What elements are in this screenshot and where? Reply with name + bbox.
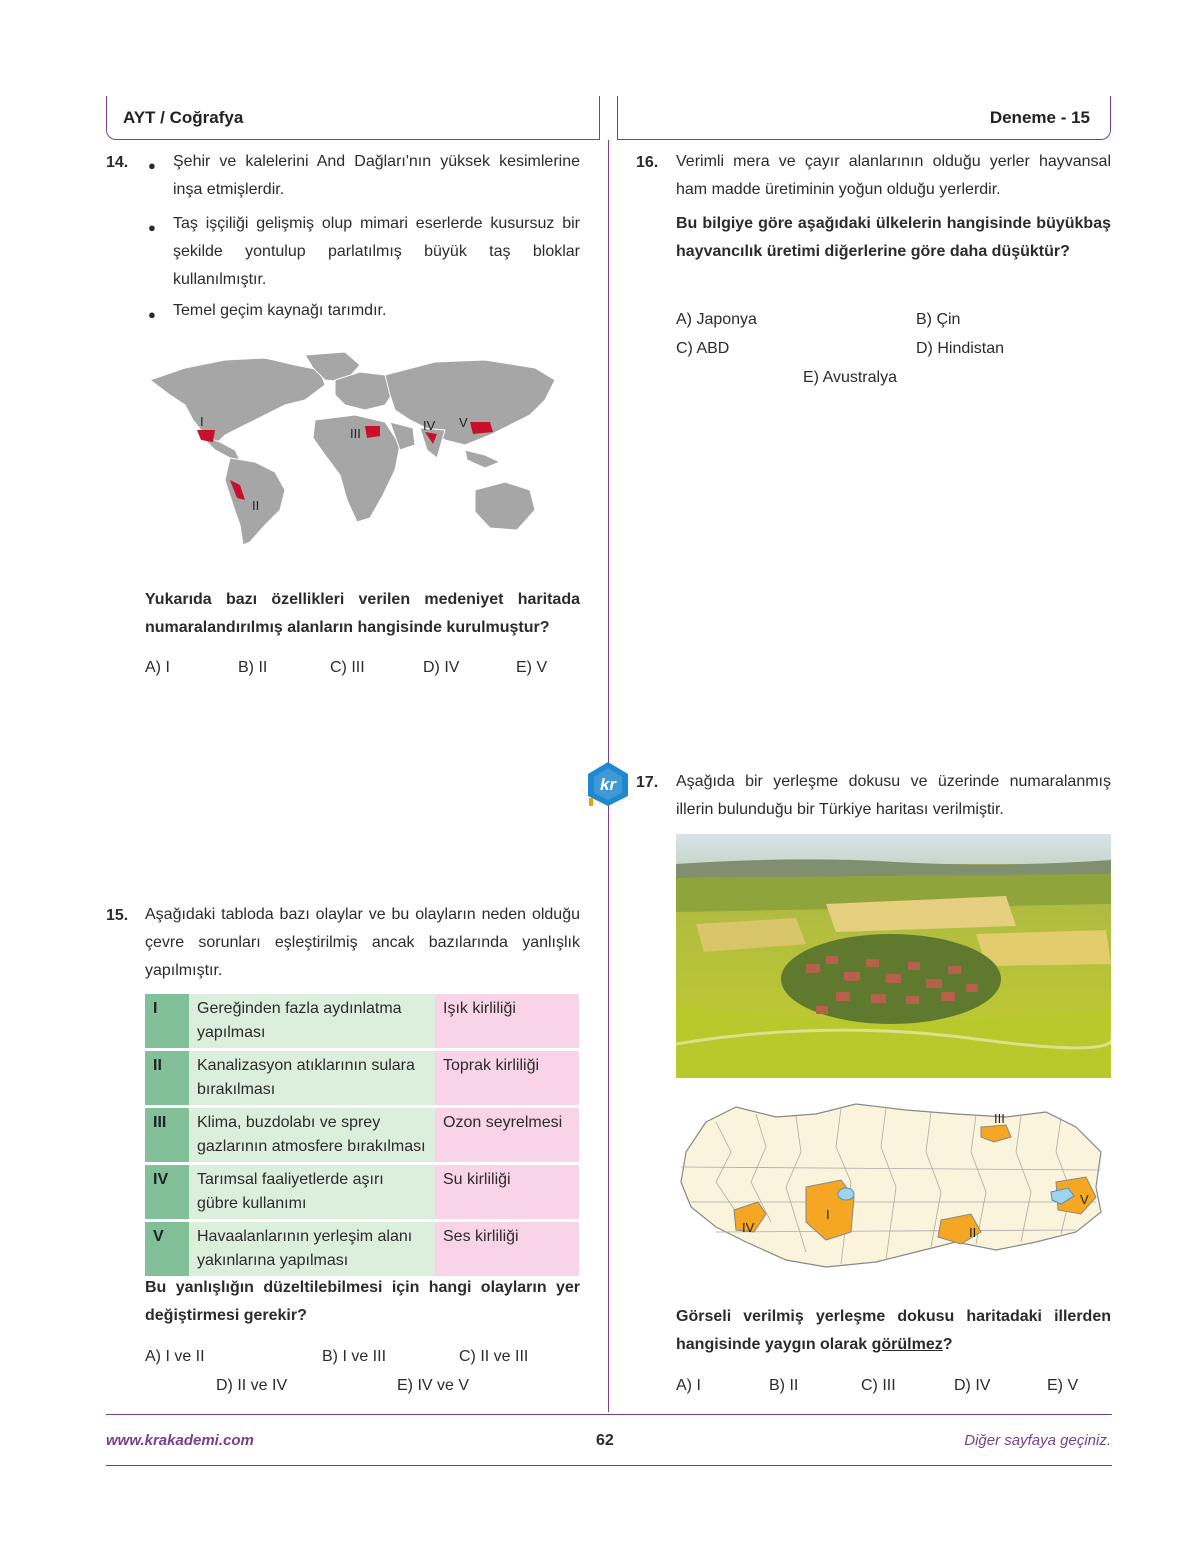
row-problem: Ozon seyrelmesi: [435, 1108, 579, 1162]
q14-bullet-2: Taş işçiliği gelişmiş olup mimari eserlerde kusursuz bir şekilde yontulup parlatılmış büyük taş bloklar kullanılmıştır.: [173, 215, 580, 288]
q15-intro: Aşağıdaki tabloda bazı olaylar ve bu olayların neden olduğu çevre sorunları eşleştirilmiş ancak bazılarında yanlışlık yapılmıştır.: [145, 906, 580, 979]
table-row: [145, 1051, 579, 1105]
row-problem: Ses kirliliği: [435, 1222, 579, 1276]
table-row: [145, 1222, 579, 1276]
table-row: [145, 1108, 579, 1162]
q14-option-c[interactable]: C) III: [330, 659, 365, 676]
row-id: III: [145, 1108, 189, 1162]
bullet-icon: ●: [148, 158, 156, 173]
q17-question-part1: Görseli verilmiş yerleşme dokusu haritadaki illerden hangisinde yaygın olarak: [676, 1308, 1111, 1353]
q17-number: 17.: [636, 774, 659, 791]
q17-intro: Aşağıda bir yerleşme dokusu ve üzerinde numaralanmış illerin bulunduğu bir Türkiye haritası verilmiştir.: [676, 773, 1111, 818]
settlement-photo: [676, 834, 1111, 1078]
q17-option-b[interactable]: B) II: [769, 1377, 799, 1394]
row-problem: Işık kirliliği: [435, 994, 579, 1048]
logo-text: kr: [599, 775, 617, 794]
region-i-marker: [197, 430, 215, 442]
turkey-map: [676, 1092, 1111, 1277]
q16-question: Bu bilgiye göre aşağıdaki ülkelerin hangisinde büyükbaş hayvancılık üretimi diğerlerine göre daha düşüktür?: [676, 215, 1111, 260]
row-event: Kanalizasyon atıklarının sulara bırakılması: [189, 1051, 435, 1105]
header-exam-title: Deneme - 15: [989, 108, 1090, 127]
q14-option-a[interactable]: A) I: [145, 659, 170, 676]
q17-question: [676, 1303, 1111, 1359]
row-id: II: [145, 1051, 189, 1105]
turkey-label-v: V: [1080, 1192, 1089, 1207]
bullet-icon: ●: [148, 220, 156, 235]
row-event: Gereğinden fazla aydınlatma yapılması: [189, 994, 435, 1048]
q16-option-e[interactable]: E) Avustralya: [803, 369, 897, 386]
turkey-label-i: I: [826, 1207, 830, 1222]
q16-option-a[interactable]: A) Japonya: [676, 311, 757, 328]
header-right-box: [617, 96, 1111, 140]
q15-table: [145, 991, 579, 1279]
q14-question: Yukarıda bazı özellikleri verilen medeniyet haritada numaralandırılmış alanların hangisinde kurulmuştur?: [145, 591, 580, 636]
q14-option-d[interactable]: D) IV: [423, 659, 460, 676]
header-subject: AYT / Coğrafya: [123, 108, 244, 127]
q15-option-a[interactable]: A) I ve II: [145, 1348, 205, 1365]
q17-option-d[interactable]: D) IV: [954, 1377, 991, 1394]
q15-option-b[interactable]: B) I ve III: [322, 1348, 387, 1365]
row-id: I: [145, 994, 189, 1048]
q17-option-a[interactable]: A) I: [676, 1377, 701, 1394]
map-label-v: V: [459, 415, 468, 430]
q17-option-e[interactable]: E) V: [1047, 1377, 1079, 1394]
q16-option-b[interactable]: B) Çin: [916, 311, 961, 328]
footer-top-line: [106, 1414, 1112, 1415]
footer-website-link[interactable]: www.krakademi.com: [106, 1432, 254, 1449]
row-problem: Toprak kirliliği: [435, 1051, 579, 1105]
q16-option-c[interactable]: C) ABD: [676, 340, 730, 357]
turkey-label-ii: II: [969, 1225, 977, 1240]
row-id: IV: [145, 1165, 189, 1219]
q14-bullet-3: Temel geçim kaynağı tarımdır.: [173, 302, 387, 319]
q17-question-emphasis: görülmez: [871, 1336, 943, 1353]
q14-bullet-1: Şehir ve kalelerini And Dağları'nın yüksek kesimlerine inşa etmişlerdir.: [173, 153, 580, 198]
q16-intro: Verimli mera ve çayır alanlarının olduğu yerler hayvansal ham madde üretiminin yoğun olduğu yerlerdir.: [676, 153, 1111, 198]
map-label-ii: II: [252, 498, 260, 513]
publisher-logo-icon: [584, 760, 632, 808]
q17-question-end: ?: [942, 1336, 953, 1353]
turkey-label-iii: III: [994, 1111, 1005, 1126]
q15-option-d[interactable]: D) II ve IV: [216, 1377, 288, 1394]
page-number: 62: [596, 1432, 614, 1449]
q15-question: Bu yanlışlığın düzeltilebilmesi için hangi olayların yer değiştirmesi gerekir?: [145, 1279, 580, 1324]
q15-number: 15.: [106, 907, 129, 924]
q15-option-e[interactable]: E) IV ve V: [397, 1377, 470, 1394]
q16-number: 16.: [636, 154, 659, 171]
q17-option-c[interactable]: C) III: [861, 1377, 896, 1394]
table-row: [145, 994, 579, 1048]
row-event: Klima, buzdolabı ve sprey gazlarının atmosfere bırakılması: [189, 1108, 435, 1162]
row-event: Tarımsal faaliyetlerde aşırı gübre kullanımı: [189, 1165, 435, 1219]
world-map: [145, 350, 565, 550]
region-v-marker: [470, 422, 493, 434]
map-label-i: I: [200, 414, 204, 429]
header-left-box: [106, 96, 600, 140]
footer-next-page-note: Diğer sayfaya geçiniz.: [964, 1432, 1111, 1449]
q14-option-e[interactable]: E) V: [516, 659, 548, 676]
map-label-iv: IV: [423, 418, 436, 433]
q15-option-c[interactable]: C) II ve III: [459, 1348, 529, 1365]
q16-option-d[interactable]: D) Hindistan: [916, 340, 1005, 357]
row-problem: Su kirliliği: [435, 1165, 579, 1219]
map-label-iii: III: [350, 426, 361, 441]
footer-bottom-line: [106, 1465, 1112, 1466]
region-iii-marker: [365, 426, 380, 438]
bullet-icon: ●: [148, 307, 156, 322]
q14-number: 14.: [106, 154, 129, 171]
row-event: Havaalanlarının yerleşim alanı yakınlarına yapılması: [189, 1222, 435, 1276]
row-id: V: [145, 1222, 189, 1276]
table-row: [145, 1165, 579, 1219]
q14-option-b[interactable]: B) II: [238, 659, 268, 676]
turkey-label-iv: IV: [742, 1220, 755, 1235]
lake-icon: [838, 1188, 854, 1200]
